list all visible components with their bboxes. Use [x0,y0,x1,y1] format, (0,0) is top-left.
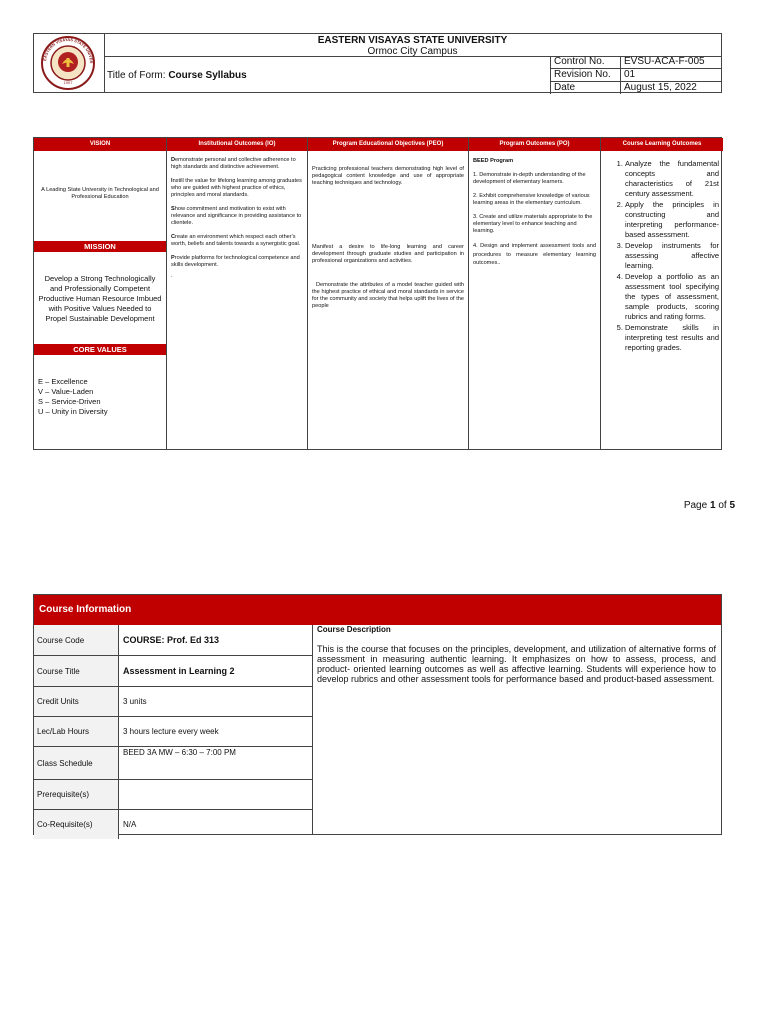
university-seal-logo [34,34,104,92]
core-value-item: S – Service-Driven [38,397,101,406]
control-row [551,69,722,82]
peo-item: Practicing professional teachers demonstrating high level of pedagogical content knowledge and use of appropriate teaching techniques and technology. [312,166,464,186]
po-header: Program Outcomes (PO) [469,138,600,151]
io-dot: . [171,273,173,279]
vmgo-table [33,137,722,450]
core-value-item: V – Value-Laden [38,387,94,396]
control-row [551,82,722,94]
control-value: EVSU-ACA-F-005 [624,56,705,67]
course-info-fields [34,625,312,839]
mission-label: MISSION [34,241,166,252]
field-value: Assessment in Learning 2 [123,666,235,676]
peo-header: Program Educational Objectives (PEO) [308,138,468,151]
clo-item: 5. Demonstrate skills in interpreting test results and reporting grades. [625,323,719,353]
course-info-row [34,625,312,656]
course-info-row [34,747,312,780]
clo-header: Course Learning Outcomes [601,138,723,151]
io-item: Show commitment and motivation to exist with relevance and significance in providing assistance to clientele. [171,206,302,226]
course-info-row [34,810,312,839]
clo-item: 4. Develop a portfolio as an assessment tool specifying the types of assessment, sample products, scoring rubrics and rating forms. [625,272,719,322]
clo-item: 1. Analyze the fundamental concepts and characteristics of 21st century assessment. [625,159,719,199]
field-label: Course Title [34,656,119,686]
control-value: 01 [624,69,636,80]
control-key: Control No. [551,56,621,68]
io-item: Create an environment which respect each other's worth, beliefs and talents towards a synergistic goal. [171,234,301,247]
peo-column [308,138,469,449]
mission-text: Develop a Strong Technologically and Professionally Competent Productive Human Resource Imbued with Positive Values Needed to Propel Sustainable Development [38,274,162,323]
clo-list [601,151,723,353]
vision-header: VISION [34,138,166,151]
field-value: N/A [123,820,137,829]
core-value-item: E – Excellence [38,377,88,386]
po-item: 4. Design and implement assessment tools and procedures to measure elementary learning outcomes.. [473,243,596,266]
vision-text: A Leading State University in Technological and Professional Education [41,187,159,200]
course-description-text: This is the course that focuses on the principles, development, and utilization of alternative forms of assessment in measuring authentic learning. It emphasizes on how to assess, process, and product- oriented learning outcomes as well as affective learning. Students will experience how to develop rubrics and other assessment tools for performance based and product-based assessment. [317,644,716,684]
core-values-list [34,377,166,417]
university-block [104,34,721,57]
course-info-row [34,717,312,747]
control-table [550,56,722,94]
course-info-table [33,594,722,835]
field-label: Course Code [34,625,119,655]
field-value: BEED 3A MW – 6:30 – 7:00 PM [123,748,236,757]
clo-item: 2. Apply the principles in constructing and interpreting performance-based assessment. [625,200,719,240]
core-values-label: CORE VALUES [34,344,166,355]
field-label: Co-Requisite(s) [34,810,119,839]
core-value-item: U – Unity in Diversity [38,407,108,416]
campus-name: Ormoc City Campus [367,46,458,57]
course-info-row [34,687,312,717]
control-value: August 15, 2022 [624,82,697,93]
field-label: Lec/Lab Hours [34,717,119,746]
peo-item: Manifest a desire to life-long learning and career development through graduate studies and participation in professional organizations and activities. [312,244,464,264]
po-item: 2. Exhibit comprehensive knowledge of various learning areas in the elementary curriculum. [473,193,590,206]
university-name: EASTERN VISAYAS STATE UNIVERSITY [317,35,508,46]
control-key: Date [551,82,621,94]
io-list [167,151,307,280]
field-value: 3 units [123,697,147,706]
po-title: BEED Program [473,158,514,164]
clo-column [601,138,723,449]
field-label: Class Schedule [34,747,119,779]
form-header [33,33,722,93]
io-column [167,138,308,449]
logo-text: EASTERN VISAYAS STATE UNIVER [42,36,95,64]
peo-list [308,151,468,310]
course-description-title: Course Description [317,625,391,634]
po-list [469,151,600,268]
form-title-value: Course Syllabus [168,70,247,81]
page-number: Page 1 of 5 [683,500,735,511]
po-column [469,138,601,449]
field-label: Prerequisite(s) [34,780,119,809]
po-item: 3. Create and utilize materials appropriate to the elementary level to enhance teaching and learning. [473,214,593,234]
form-title-label: Title of Form: [107,70,166,81]
vision-column [34,138,167,449]
course-description [312,625,721,834]
io-item: Demonstrate personal and collective adherence to high standards and distinctive achievement. [171,157,296,170]
po-item: 1. Demonstrate in-depth understanding of the development of elementary learners. [473,172,586,185]
io-item: Provide platforms for technological competence and skills development. [171,255,300,268]
field-value: COURSE: Prof. Ed 313 [123,635,220,645]
field-value [119,780,312,809]
course-info-row [34,656,312,687]
course-info-title: Course Information [34,595,721,625]
io-header: Institutional Outcomes (IO) [167,138,307,151]
io-item: Instill the value for lifelong learning among graduates who are guided with highest practice of ethics, principles and moral standards. [171,178,302,198]
course-info-row [34,780,312,810]
clo-item: 3. Develop instruments for assessing affective learning. [625,241,719,271]
logo-cell [34,34,105,92]
logo-year: 1907 [63,80,73,85]
control-key: Revision No. [551,69,621,81]
field-value: 3 hours lecture every week [123,727,219,736]
control-row [551,56,722,69]
field-label: Credit Units [34,687,119,716]
peo-item: Demonstrate the attributes of a model teacher guided with the highest practice of ethical and moral standards in service for the community and society that helps uplift the lives of the people [312,282,464,309]
form-title [107,70,247,81]
